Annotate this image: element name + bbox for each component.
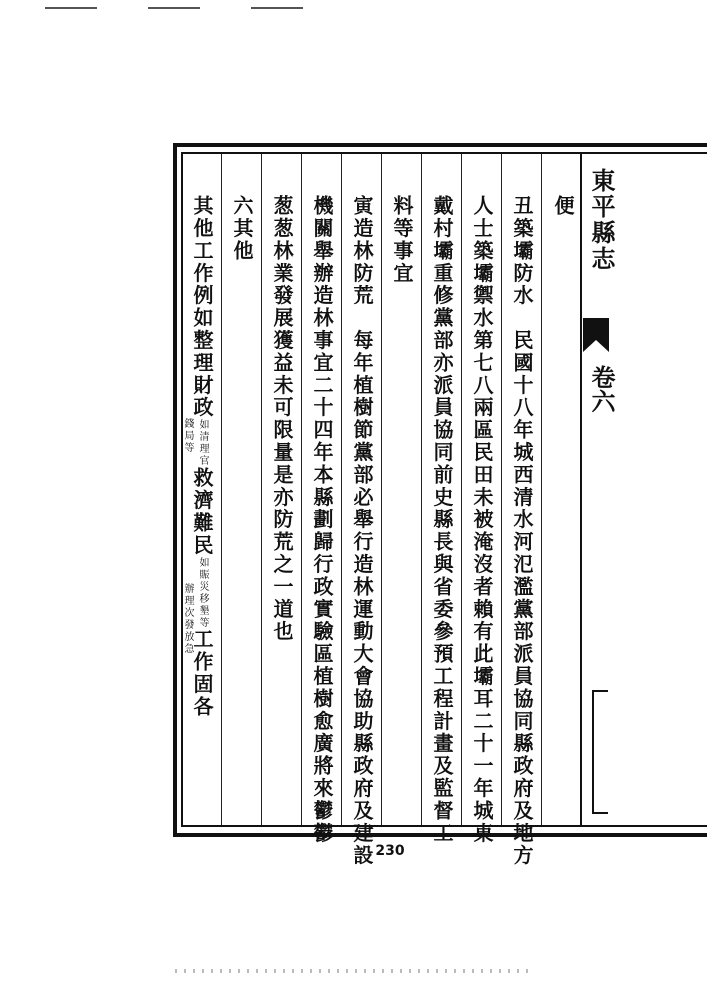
column-text: 六其他 xyxy=(230,195,254,263)
text-column-10-annotations xyxy=(182,418,192,454)
column-text: 葱葱林業發展獲益未可限量是亦防荒之一道也 xyxy=(270,195,294,643)
frame-top-inner-border xyxy=(181,152,707,154)
page-number: 230 xyxy=(375,843,405,859)
column-rule xyxy=(541,154,542,825)
small-annotation: 錢局等 xyxy=(182,418,193,454)
chapter-label: 卷六 xyxy=(587,365,616,413)
column-text: 戴村壩重修黨部亦派員協同前史縣長與省委參預工程計畫及監督工 xyxy=(430,195,454,845)
column-rule xyxy=(341,154,342,825)
frame-top-border xyxy=(173,143,707,147)
column-rule xyxy=(501,154,502,825)
column-rule xyxy=(261,154,262,825)
text-column-10 xyxy=(192,195,212,718)
column-rule xyxy=(421,154,422,825)
column-rule xyxy=(301,154,302,825)
frame-left-border xyxy=(173,143,177,837)
text-column-3 xyxy=(472,195,492,845)
column-text: 便 xyxy=(551,195,575,218)
column-rule xyxy=(381,154,382,825)
column-rule xyxy=(461,154,462,825)
text-column-5 xyxy=(392,195,412,285)
scan-noise xyxy=(175,969,535,973)
text-column-2 xyxy=(512,195,532,867)
small-annotation: 如賑災移墾等 xyxy=(197,556,208,629)
text-column-10-annotations-2 xyxy=(182,583,192,655)
frame-left-inner-border xyxy=(181,152,183,827)
column-text: 料等事宜 xyxy=(390,195,414,285)
top-rule-left xyxy=(45,7,97,9)
fishtail-mark-icon xyxy=(583,318,609,352)
small-annotation: 辦理次發放急 xyxy=(182,583,193,655)
column-text: 救濟難民 xyxy=(190,467,214,557)
column-text: 其他工作例如整理財政 xyxy=(190,195,214,419)
column-text: 寅造林防荒 每年植樹節黨部必舉行造林運動大會協助縣政府及建設 xyxy=(350,195,374,867)
column-text: 機關舉辦造林事宜二十四年本縣劃歸行政實驗區植樹愈廣將來鬱鬱 xyxy=(310,195,334,845)
top-rule-right xyxy=(251,7,303,9)
text-column-8 xyxy=(272,195,292,643)
text-column-4 xyxy=(432,195,452,845)
top-rule-middle xyxy=(148,7,200,9)
text-column-6 xyxy=(352,195,372,867)
column-text: 丑築壩防水 民國十八年城西清水河氾濫黨部派員協同縣政府及地方 xyxy=(510,195,534,867)
text-column-9 xyxy=(232,195,252,262)
column-rule xyxy=(221,154,222,825)
text-column-1 xyxy=(553,195,573,217)
spine-frame xyxy=(592,690,608,814)
spine-divider xyxy=(580,152,582,825)
column-text: 工作固各 xyxy=(190,628,214,719)
text-column-7 xyxy=(312,195,332,845)
small-annotation: 如清理官 xyxy=(197,419,208,467)
column-text: 人士築壩禦水第七八兩區民田未被淹沒者賴有此壩耳二十一年城東 xyxy=(470,195,494,845)
book-title: 東平縣志 xyxy=(587,168,616,272)
